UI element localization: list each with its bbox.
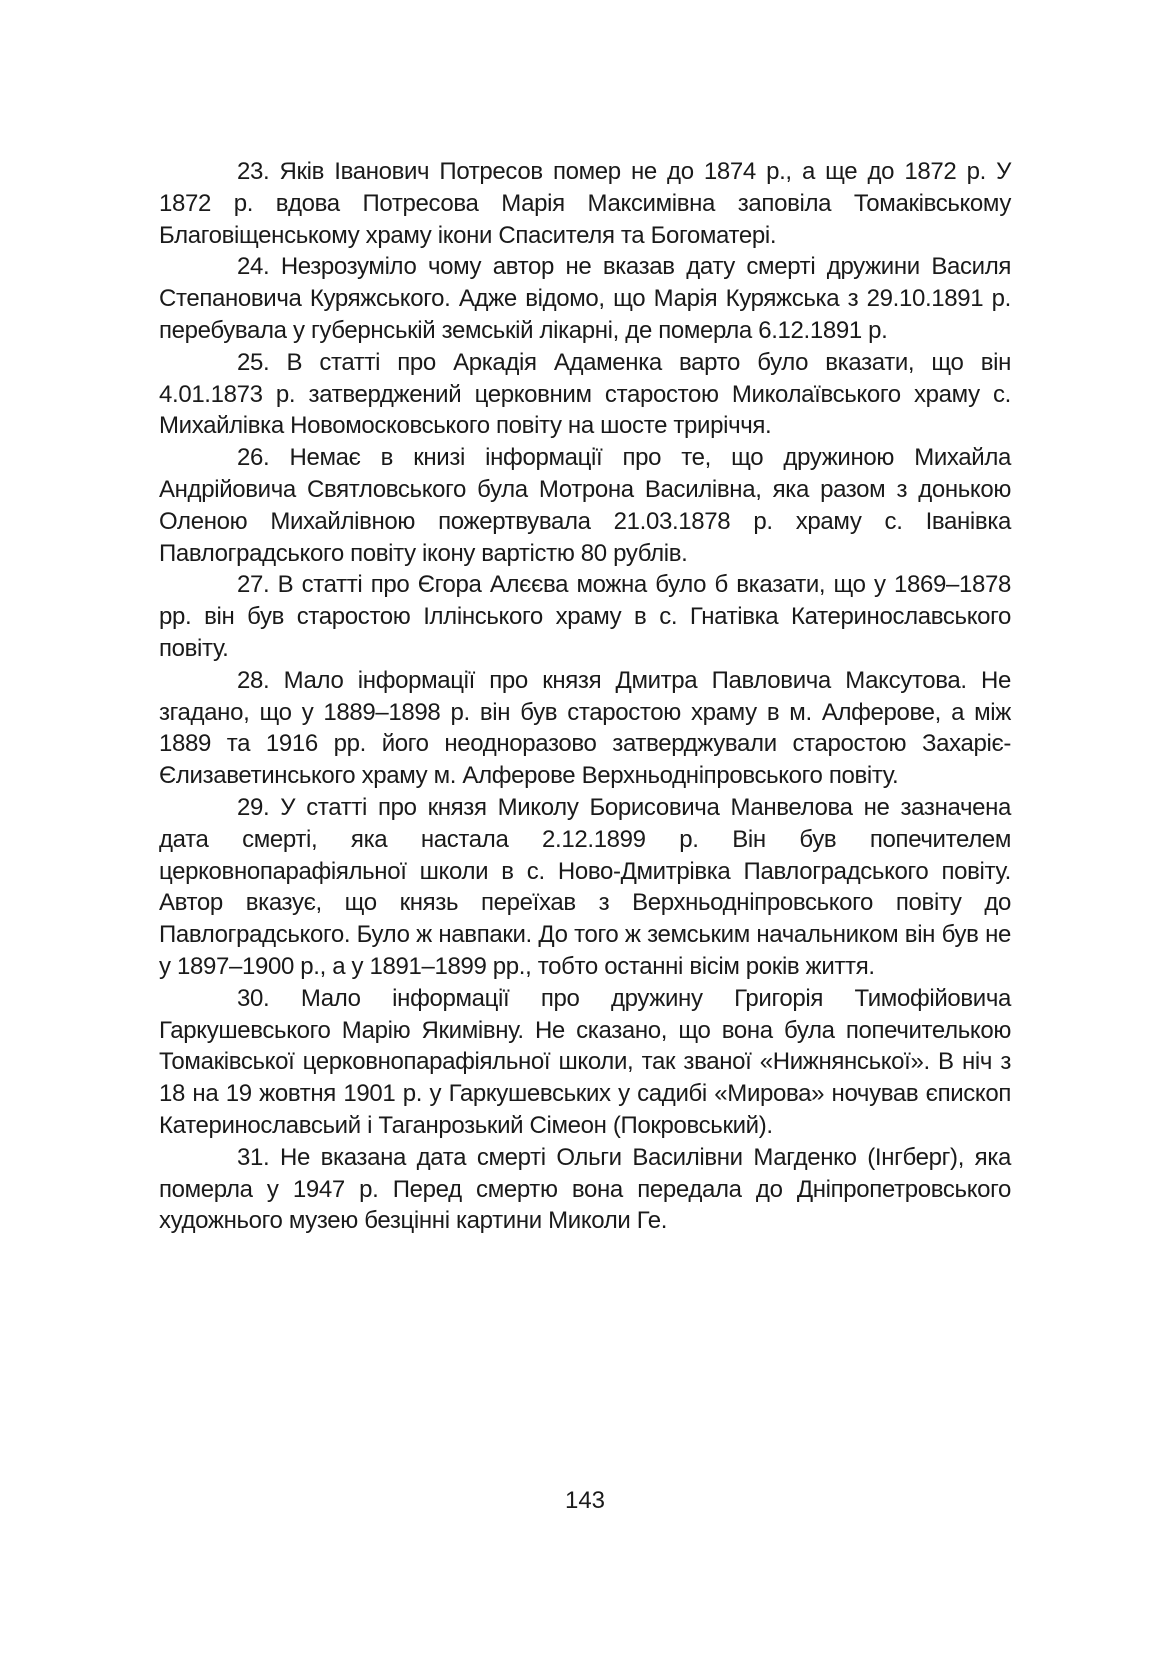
paragraph-27: 27. В статті про Єгора Алєєва можна було б вказати, що у 1869–1878 рр. він був старостою Іллінського храму в с. Гнатівка Катеринославського повіту. (159, 571, 1011, 662)
paragraph-28: 28. Мало інформації про князя Дмитра Павловича Максутова. Не згадано, що у 1889–1898 р. він був старостою храму в м. Алферове, а між 1889 та 1916 рр. його неодноразово затверджували старостою Захаріє-Єлизаветинського храму м. Алферове Верхньодніпровського повіту. (159, 666, 1011, 790)
paragraph-29: 29. У статті про князя Миколу Борисовича Манвелова не зазначена дата смерті, яка настала 2.12.1899 р. Він був попечителем церковнопарафіяльної школи в с. Ново-Дмитрівка Павлоградського повіту. Автор вказує, що князь переїхав з Верхньодніпровського повіту до Павлоградського. Було ж навпаки. До того ж земським начальником він був не у 1897–1900 р., а у 1891–1899 рр., тобто останні вісім років життя. (159, 793, 1011, 980)
paragraph-25: 25. В статті про Аркадія Адаменка варто було вказати, що він 4.01.1873 р. затверджений церковним старостою Миколаївського храму с. Михайлівка Новомосковського повіту на шосте трирiччя. (159, 348, 1011, 440)
paragraph-23: 23. Яків Іванович Потресов помер не до 1874 р., а ще до 1872 р. У 1872 р. вдова Потресова Марія Максимівна заповіла Томаківському Благовіщенському храму ікони Спасителя та Богоматері. (159, 158, 1011, 249)
page-body (159, 156, 1011, 1237)
paragraph-30: 30. Мало інформації про дружину Григорія Тимофійовича Гаркушевського Марію Якимівну. Не сказано, що вона була попечителькою Томаківської церковнопарафіяльної школи, так званої «Нижнянської». В ніч з 18 на 19 жовтня 1901 р. у Гаркушевських у садибі «Мирова» ночував єпископ Катеринославсьий і Таганрозький Сімеон (Покровський). (159, 984, 1011, 1139)
paragraph-26: 26. Немає в книзі інформації про те, що дружиною Михайла Андрійовича Святловського була Мотрона Василівна, яка разом з донькою Оленою Михайлівною пожертвувала 21.03.1878 р. храму с. Іванівка Павлоградського повіту ікону вартістю 80 рублів. (159, 444, 1011, 567)
paragraph-24: 24. Незрозуміло чому автор не вказав дату смерті дружини Василя Степановича Куряжського. Адже відомо, що Марія Куряжська з 29.10.1891 р. перебувала у губернській земській лікарні, де померла 6.12.1891 р. (159, 253, 1011, 344)
page-number: 143 (564, 1487, 606, 1514)
paragraph-31: 31. Не вказана дата смерті Ольги Василівни Магденко (Інгберг), яка померла у 1947 р. Перед смертю вона передала до Дніпропетровського художнього музею безцінні картини Миколи Ге. (159, 1143, 1011, 1235)
